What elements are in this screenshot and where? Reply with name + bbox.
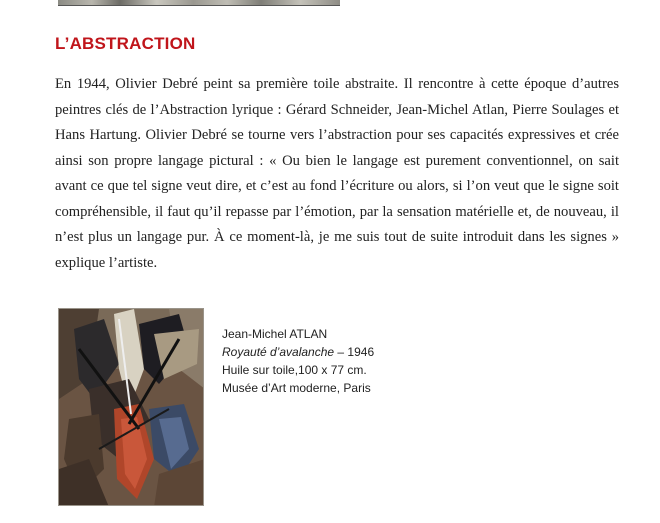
artwork-title: Royauté d’avalanche: [222, 345, 335, 359]
section-paragraph: En 1944, Olivier Debré peint sa première toile abstraite. Il rencontre à cette époque d’autres peintres clés de l’Abstraction lyrique : Gérard Schneider, Jean-Michel Atlan, Pierre Soulages et Hans Hartung. Olivier Debré se tourne vers l’abstraction pour ses capacités expressives et crée ainsi son propre langage pictural : « Ou bien le langage est purement conventionnel, on sait avant ce que tel signe veut dire, et c’est au fond l’écriture ou alors, si l’on veut que le signe soit compréhensible, il faut qu’il repasse par l’émotion, par la sensation matérielle et, de nouveau, il n’est plus un langage pur. À ce moment-là, je me suis tout de suite introduit dans les signes » explique l’artiste.: [55, 76, 619, 271]
artwork-caption: [222, 325, 374, 397]
artwork-date: – 1946: [334, 345, 375, 359]
abstract-painting: [59, 309, 204, 506]
previous-artwork-image: [58, 0, 340, 6]
artwork-image: [58, 308, 204, 506]
artwork-location: Musée d’Art moderne, Paris: [222, 381, 371, 395]
artwork-artist: Jean-Michel ATLAN: [222, 327, 328, 341]
section-title: L’ABSTRACTION: [55, 34, 196, 53]
artwork-medium: Huile sur toile,100 x 77 cm.: [222, 363, 367, 377]
artwork-title-line: [222, 343, 374, 361]
